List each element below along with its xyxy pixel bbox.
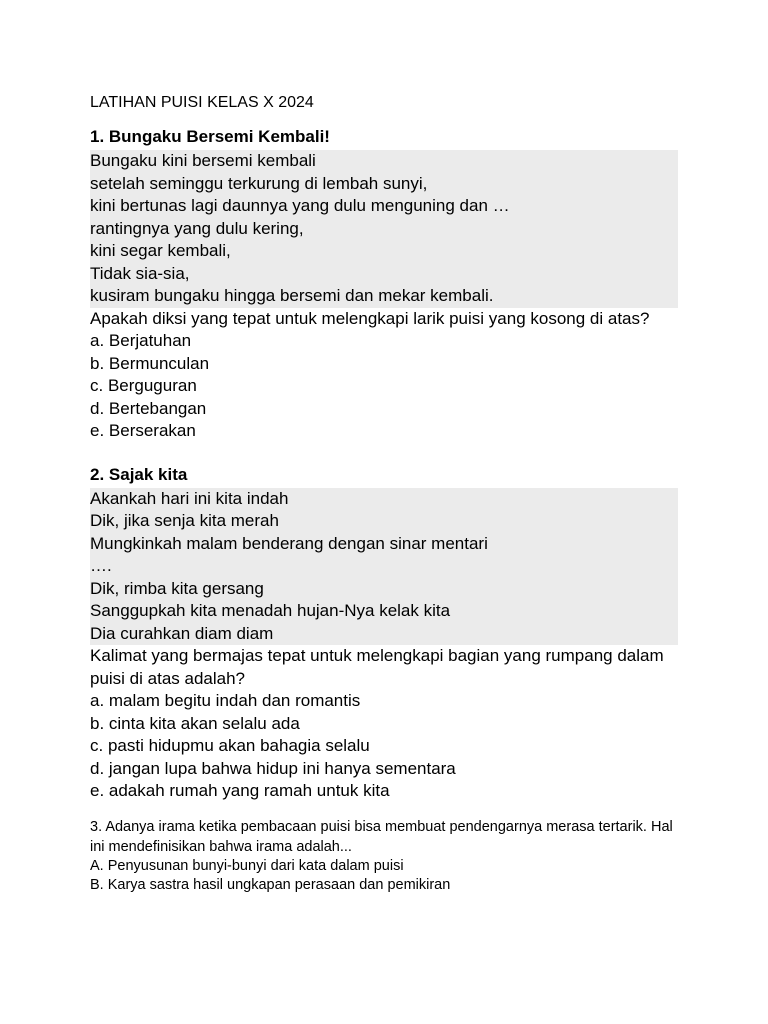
- poem-line: Akankah hari ini kita indah: [90, 488, 289, 508]
- poem-line: kusiram bungaku hingga bersemi dan mekar kembali.: [90, 286, 494, 305]
- question-2-option-b: b. cinta kita akan selalu ada: [90, 713, 300, 733]
- poem-line: Dik, jika senja kita merah: [90, 511, 279, 530]
- question-2-heading: 2. Sajak kita: [90, 464, 188, 484]
- question-1: [90, 126, 690, 443]
- poem-line: Tidak sia-sia,: [90, 263, 190, 283]
- question-3-option-a: A. Penyusunan bunyi-bunyi dari kata dalam puisi: [90, 857, 404, 874]
- poem-line: kini bertunas lagi daunnya yang dulu menguning dan …: [90, 196, 510, 215]
- question-1-option-a: a. Berjatuhan: [90, 331, 192, 350]
- question-3: [90, 817, 690, 895]
- question-2-text: Kalimat yang bermajas tepat untuk melengkapi bagian yang rumpang dalam puisi di atas adalah?: [90, 646, 664, 688]
- question-2-option-e: e. adakah rumah yang ramah untuk kita: [90, 781, 390, 800]
- question-2-option-c: c. pasti hidupmu akan bahagia selalu: [90, 736, 370, 755]
- question-3-option-b: B. Karya sastra hasil ungkapan perasaan dan pemikiran: [90, 876, 451, 893]
- question-1-option-d: d. Bertebangan: [90, 398, 207, 418]
- poem-line: Dik, rimba kita gersang: [90, 578, 264, 598]
- question-2-option-a: a. malam begitu indah dan romantis: [90, 691, 361, 710]
- poem-line: rantingnya yang dulu kering,: [90, 218, 304, 238]
- poem-line: kini segar kembali,: [90, 241, 231, 260]
- question-1-text: Apakah diksi yang tepat untuk melengkapi larik puisi yang kosong di atas?: [90, 308, 650, 328]
- poem-line: Dia curahkan diam diam: [90, 623, 274, 643]
- poem-line: ….: [90, 556, 112, 575]
- document-page: [90, 92, 690, 895]
- question-1-option-e: e. Berserakan: [90, 421, 196, 440]
- document-title: LATIHAN PUISI KELAS X 2024: [90, 94, 314, 111]
- question-1-poem: [90, 150, 678, 308]
- question-1-option-c: c. Berguguran: [90, 376, 197, 395]
- poem-line: Sanggupkah kita menadah hujan-Nya kelak kita: [90, 601, 451, 620]
- question-2-poem: [90, 488, 678, 646]
- question-3-text: 3. Adanya irama ketika pembacaan puisi bisa membuat pendengarnya merasa tertarik. Hal ini mendefinisikan bahwa irama adalah...: [90, 818, 673, 855]
- question-2: [90, 464, 690, 803]
- spacer: [90, 803, 690, 817]
- spacer: [90, 443, 690, 464]
- poem-line: setelah seminggu terkurung di lembah sunyi,: [90, 173, 428, 193]
- poem-line: Mungkinkah malam benderang dengan sinar mentari: [90, 533, 488, 553]
- poem-line: Bungaku kini bersemi kembali: [90, 151, 316, 170]
- question-2-option-d: d. jangan lupa bahwa hidup ini hanya sementara: [90, 758, 456, 778]
- question-1-option-b: b. Bermunculan: [90, 353, 210, 373]
- question-1-heading: 1. Bungaku Bersemi Kembali!: [90, 127, 330, 146]
